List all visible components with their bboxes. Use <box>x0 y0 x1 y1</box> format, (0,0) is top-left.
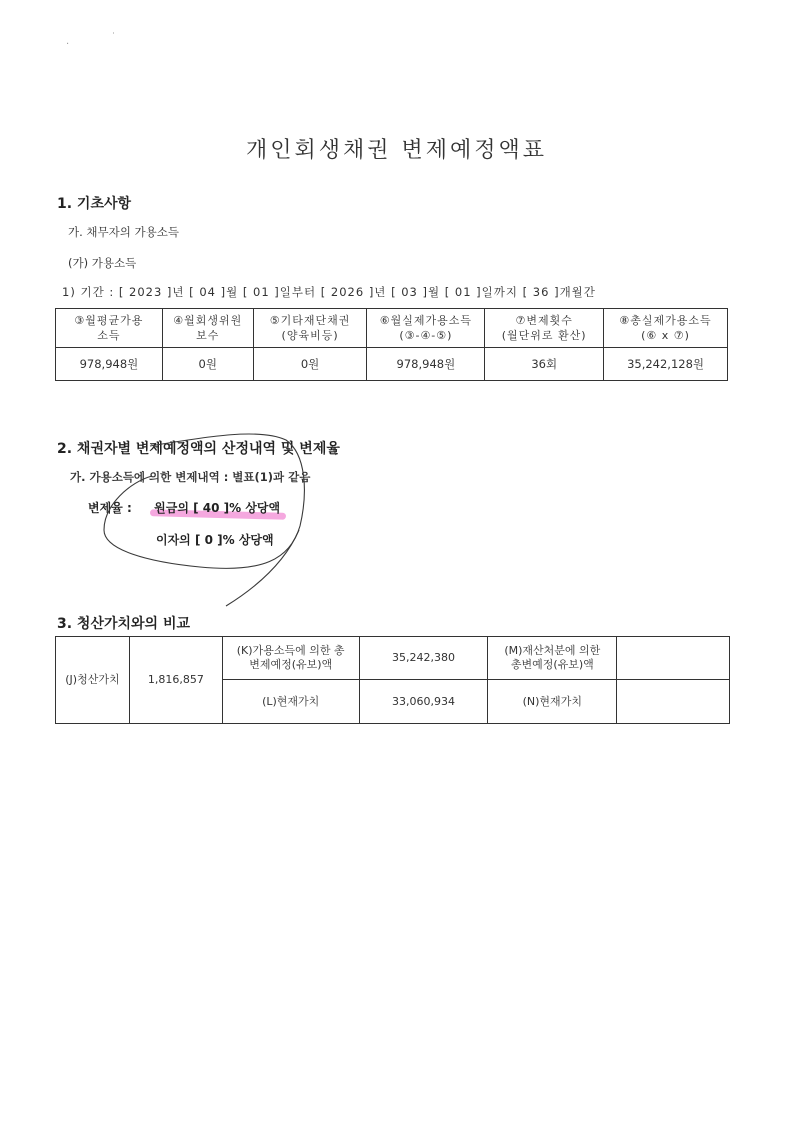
section2-sub-ga: 가. 가용소득에 의한 변제내역 : 별표(1)과 같음 <box>70 470 311 484</box>
liquidation-table <box>55 636 730 724</box>
value-cell: 978,948원 <box>56 348 163 381</box>
m-value <box>617 637 730 680</box>
m-label-line: (M)재산처분에 의한 <box>504 644 601 657</box>
header-line: ⑦변제횟수 <box>515 314 573 327</box>
l-label: (L)현재가치 <box>222 680 359 724</box>
header-line: 보수 <box>196 329 220 342</box>
rate-label: 변제율 : <box>88 501 132 515</box>
page-title: 개인회생채권 변제예정액표 <box>245 138 548 163</box>
k-value: 35,242,380 <box>359 637 488 680</box>
header-line: (⑥ x ⑦) <box>641 329 690 342</box>
section1-sub-ga: 가. 채무자의 가용소득 <box>68 225 179 239</box>
value-cell: 35,242,128원 <box>604 348 728 381</box>
header-line: (③-④-⑤) <box>399 329 453 342</box>
liquidation-value: 1,816,857 <box>129 637 222 724</box>
value-cell: 0원 <box>253 348 367 381</box>
header-line: (양육비등) <box>281 329 339 342</box>
n-value <box>617 680 730 724</box>
principal-rate: 원금의 [ 40 ]% 상당액 <box>154 501 281 515</box>
section3-heading: 3. 청산가치와의 비교 <box>57 616 190 632</box>
n-label: (N)현재가치 <box>488 680 617 724</box>
m-label-line: 총변예정(유보)액 <box>510 658 594 671</box>
header-line: ⑧총실제가용소득 <box>619 314 712 327</box>
m-label <box>488 637 617 680</box>
period-line: 1) 기간 : [ 2023 ]년 [ 04 ]월 [ 01 ]일부터 [ 2026 ]년 [ 03 ]월 [ 01 ]일까지 [ 36 ]개월간 <box>62 285 596 299</box>
header-line: ④월회생위원 <box>173 314 243 327</box>
header-line: (월단위로 환산) <box>501 329 587 342</box>
liquidation-row <box>56 637 730 680</box>
k-label-line: 변제예정(유보)액 <box>249 658 333 671</box>
circle-mark <box>104 434 304 568</box>
header-line: ⑤기타재단채권 <box>269 314 351 327</box>
tick-mark <box>332 446 336 455</box>
scan-speck: ˙ <box>111 32 116 43</box>
k-label-line: (K)가용소득에 의한 총 <box>236 644 345 657</box>
header-line: ⑥월실제가용소득 <box>379 314 473 327</box>
section1-heading: 1. 기초사항 <box>57 196 132 212</box>
header-line: ③월평균가용 <box>74 314 144 327</box>
section1-sub-gaga: (가) 가용소득 <box>68 256 137 270</box>
scan-speck: . <box>66 36 70 47</box>
header-line: 소득 <box>97 329 121 342</box>
value-cell: 978,948원 <box>367 348 485 381</box>
value-cell: 0원 <box>162 348 253 381</box>
interest-rate: 이자의 [ 0 ]% 상당액 <box>156 533 274 547</box>
section2-heading: 2. 채권자별 변제예정액의 산정내역 및 변제율 <box>57 441 340 457</box>
k-label <box>222 637 359 680</box>
l-value: 33,060,934 <box>359 680 488 724</box>
liquidation-label: (J)청산가치 <box>56 637 130 724</box>
value-cell: 36회 <box>485 348 604 381</box>
